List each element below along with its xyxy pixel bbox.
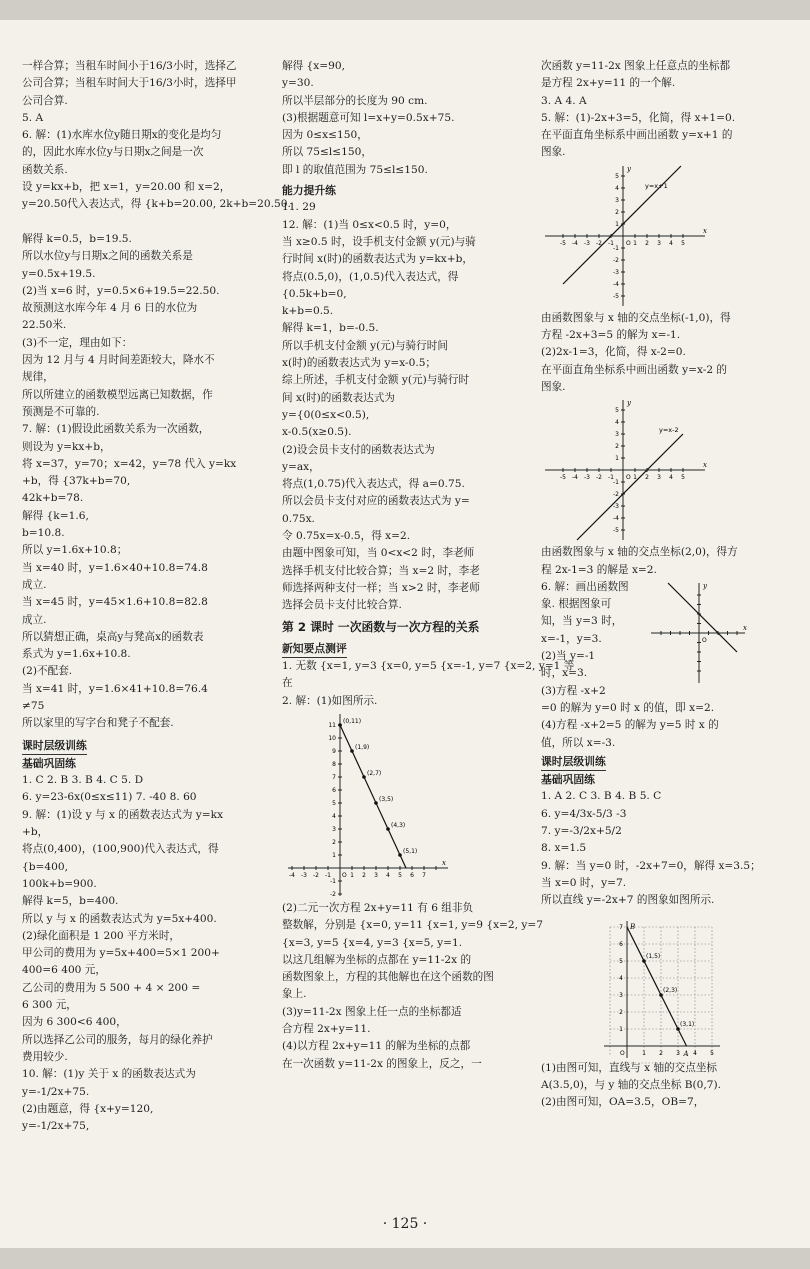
text-line: 以这几组解为坐标的点都在 y=11-2x 的 <box>282 953 472 966</box>
text-line: 0.75x. <box>282 512 315 525</box>
text-line: 解得 {k=1.6, <box>22 509 89 522</box>
text-line: x=-1，y=3. <box>541 632 602 645</box>
text-line: 成立. <box>22 578 47 591</box>
function-label: y=x+1 <box>645 181 668 190</box>
x-tick-label: 2 <box>659 1049 663 1057</box>
text-line: 所以家里的写字台和凳子不配套. <box>22 717 174 730</box>
text-line: (4)以方程 2x+y=11 的解为坐标的点都 <box>282 1040 471 1053</box>
figure-graph-y-x-plus-1 <box>541 162 787 310</box>
y-tick-label: 4 <box>615 184 619 192</box>
text-line: y=-1/2x+75, <box>22 1120 90 1133</box>
text-line: 规律， <box>22 371 54 384</box>
y-tick-label: 9 <box>332 747 336 755</box>
text-line: 行时间 x(时)的函数表达式为 y=kx+b， <box>282 253 474 266</box>
text-line: 7. 解：(1)假设此函数关系为一次函数， <box>22 423 210 436</box>
text-line: 整数解，分别是 {x=0, y=11 {x=1, y=9 {x=2, y=7 <box>282 919 543 932</box>
q6-block <box>541 579 787 753</box>
answers-block-12 <box>541 1060 787 1112</box>
text-line: 所以 75≤l≤150， <box>282 146 372 159</box>
y-tick-label: 5 <box>615 172 619 180</box>
text-line: 解得 k=5，b=400. <box>22 895 119 908</box>
text-line: 在一次函数 y=11-2x 的图象上，反之，一 <box>282 1057 482 1070</box>
origin-label: O <box>626 474 631 482</box>
text-line: 1. C 2. B 3. B 4. C 5. D <box>22 774 144 787</box>
y-tick-label: 5 <box>332 799 336 807</box>
text-line: y={0(0≤x<0.5), <box>282 408 370 421</box>
x-tick-label: -1 <box>608 474 614 482</box>
text-line: 在平面直角坐标系中画出函数 y=x-2 的 <box>541 363 728 376</box>
answers-block-11 <box>541 788 787 909</box>
section-heading-basic: 基础巩固练 <box>22 756 76 770</box>
text-line: ≠75 <box>22 699 45 712</box>
text-line: 将点(0,400)，(100,900)代入表达式，得 <box>22 843 219 856</box>
point-label: (3,5) <box>379 795 394 803</box>
y-tick-label: 5 <box>615 407 619 415</box>
section-heading-basic-2: 基础巩固练 <box>541 773 595 787</box>
y-tick-label: 3 <box>615 196 619 204</box>
text-line: (3)不一定，理由如下： <box>22 336 133 349</box>
text-line: 6. 解：(1)水库水位y随日期x的变化是均匀 <box>22 129 222 142</box>
x-axis-label: x <box>703 226 707 235</box>
x-tick-label: 1 <box>633 239 637 247</box>
text-line: 是方程 2x+y=11 的一个解. <box>541 77 676 90</box>
x-tick-label: -3 <box>584 474 590 482</box>
x-tick-label: 3 <box>374 871 378 879</box>
y-tick-label: -1 <box>613 244 619 252</box>
text-line: (2)不配套. <box>22 665 73 678</box>
x-tick-label: 4 <box>693 1049 697 1057</box>
text-line: 100k+b=900. <box>22 877 97 890</box>
text-line: (2)2x-1=3，化简，得 x-2=0. <box>541 346 686 359</box>
text-line: 将点(1,0.75)代入表达式，得 a=0.75. <box>282 478 465 491</box>
text-line: 12. 解：(1)当 0≤x<0.5 时，y=0， <box>282 218 457 231</box>
text-line: 在平面直角坐标系中画出函数 y=x+1 的 <box>541 129 733 142</box>
answers-block-3 <box>282 58 528 179</box>
x-tick-label: -1 <box>325 871 331 879</box>
text-line: 当 x=40 时，y=1.6×40+10.8=74.8 <box>22 561 208 574</box>
text-line: y=0.5x+19.5. <box>22 267 96 280</box>
x-axis-label: x <box>743 623 747 632</box>
text-line: 选择手机支付比较合算；当 x=2 时，李老 <box>282 564 480 577</box>
text-line: 预测是不可靠的. <box>22 405 100 418</box>
text-line: {b=400, <box>22 860 68 873</box>
y-tick-label: -4 <box>613 515 619 523</box>
page-number: · 125 · <box>382 1216 428 1232</box>
y-tick-label: -4 <box>613 280 619 288</box>
text-line: 6. 解：画出函数图 <box>541 580 629 593</box>
figure-graph-q9 <box>541 910 787 1060</box>
answers-block-8 <box>541 310 787 396</box>
y-tick-label: -1 <box>330 877 336 885</box>
text-line: (3)方程 -x+2 <box>541 684 606 697</box>
text-line: 由函数图象与 x 轴的交点坐标(2,0)，得方 <box>541 546 738 559</box>
text-line: (2)当 x=6 时，y=0.5×6+19.5=22.50. <box>22 284 220 297</box>
text-line: 师选择两种支付一样；当 x>2 时，李老师 <box>282 581 480 594</box>
text-line: 所以 y=1.6x+10.8； <box>22 544 128 557</box>
y-tick-label: -2 <box>613 491 619 499</box>
text-line: 解得 k=0.5，b=19.5. <box>22 232 132 245</box>
function-line <box>340 725 406 868</box>
point-label: (1,9) <box>355 743 370 751</box>
figure-graph-y-x-minus-2 <box>541 396 787 544</box>
text-line: 由题中图象可知，当 0<x<2 时，李老师 <box>282 547 475 560</box>
text-line: 所以半层部分的长度为 90 cm. <box>282 94 428 107</box>
x-tick-label: -2 <box>596 474 602 482</box>
text-line <box>22 214 268 231</box>
y-tick-label: 2 <box>615 208 619 216</box>
x-tick-label: 4 <box>386 871 390 879</box>
text-line: 设 y=kx+b，把 x=1，y=20.00 和 x=2， <box>22 181 231 194</box>
x-tick-label: 1 <box>350 871 354 879</box>
text-line: (2)设会员卡支付的函数表达式为 <box>282 443 435 456</box>
text-line: 8. x=1.5 <box>541 842 587 855</box>
text-line: 知，当 y=3 时， <box>541 615 623 628</box>
scan-top-edge <box>0 0 810 20</box>
data-point <box>338 723 342 727</box>
y-tick-label: 2 <box>619 1008 623 1016</box>
x-tick-label: 5 <box>681 239 685 247</box>
x-tick-label: 5 <box>398 871 402 879</box>
y-tick-label: 4 <box>332 812 336 820</box>
x-tick-label: 5 <box>681 474 685 482</box>
text-line: x(时)的函数表达式为 y=x-0.5； <box>282 357 437 370</box>
text-line: 解得 k=1，b=-0.5. <box>282 322 379 335</box>
x-tick-label: -3 <box>584 239 590 247</box>
x-tick-label: -4 <box>572 474 578 482</box>
text-line: k+b=0.5. <box>282 305 334 318</box>
column-right <box>541 58 787 1111</box>
text-line: 即 l 的取值范围为 75≤l≤150. <box>282 163 428 176</box>
text-line: 所以手机支付金额 y(元)与骑行时间 <box>282 339 448 352</box>
text-line: 将 x=37，y=70；x=42，y=78 代入 y=kx <box>22 457 237 470</box>
text-line: y=ax， <box>282 460 320 473</box>
answers-block-7 <box>541 58 787 162</box>
text-line: (1)由图可知，直线与 x 轴的交点坐标 <box>541 1061 718 1074</box>
text-line: 6. y=23-6x(0≤x≤11) 7. -40 8. 60 <box>22 791 197 804</box>
y-tick-label: -2 <box>330 890 336 898</box>
point-label: (1,5) <box>646 952 661 960</box>
y-tick-label: 1 <box>332 851 336 859</box>
text-line: 选择会员卡支付比较合算. <box>282 599 402 612</box>
answers-block-2 <box>22 772 268 1135</box>
text-line: 甲公司的费用为 y=5x+400=5×1 200+ <box>22 947 220 960</box>
text-line: 图象. <box>541 146 566 159</box>
text-line: 9. 解：当 y=0 时，-2x+7=0，解得 x=3.5； <box>541 859 761 872</box>
origin-label: O <box>342 871 347 879</box>
text-line: 当 x≥0.5 时，设手机支付金额 y(元)与骑 <box>282 235 476 248</box>
function-line <box>577 434 683 540</box>
text-line: (3)根据题意可知 l=x+y=0.5x+75. <box>282 111 455 124</box>
text-line: 6 300 元， <box>22 999 77 1012</box>
text-line: 成立. <box>22 613 47 626</box>
text-line: 一样合算；当租车时间小于16/3小时，选择乙 <box>22 60 237 72</box>
text-line: (2)由题意，得 {x+y=120, <box>22 1102 154 1115</box>
text-line: y=20.50代入表达式，得 {k+b=20.00, 2k+b=20.50. <box>22 198 291 211</box>
data-point <box>398 853 402 857</box>
text-line: 综上所述，手机支付金额 y(元)与骑行时 <box>282 374 470 387</box>
y-tick-label: 6 <box>332 786 336 794</box>
y-tick-label: 11 <box>328 721 336 729</box>
scan-bottom-edge <box>0 1248 810 1269</box>
x-tick-label: 2 <box>645 474 649 482</box>
x-tick-label: 2 <box>362 871 366 879</box>
text-line: 时，x=3. <box>541 667 588 680</box>
text-line: 1. 无数 {x=1, y=3 {x=0, y=5 {x=-1, y=7 {x=2, y=1 等 <box>282 660 575 673</box>
text-line: 当 x=41 时，y=1.6×41+10.8=76.4 <box>22 682 208 695</box>
text-line: 方程 -2x+3=5 的解为 x=-1. <box>541 329 681 342</box>
y-tick-label: -5 <box>613 292 619 300</box>
text-line: 将点(0.5,0)，(1,0.5)代入表达式，得 <box>282 270 459 283</box>
text-line: 6. y=4/3x-5/3 -3 <box>541 807 627 820</box>
y-axis-label: y <box>703 581 707 590</box>
x-tick-label: -3 <box>301 871 307 879</box>
y-tick-label: 3 <box>332 825 336 833</box>
figure-line-graph-main <box>282 710 528 900</box>
text-line: 当 x=45 时，y=45×1.6+10.8=82.8 <box>22 596 208 609</box>
text-line: 5. 解：(1)-2x+3=5，化简，得 x+1=0. <box>541 111 736 124</box>
text-line: (2)当 y=-1 <box>541 650 596 663</box>
text-line: {x=3, y=5 {x=4, y=3 {x=5, y=1. <box>282 936 463 949</box>
y-tick-label: 4 <box>615 419 619 427</box>
origin-label: O <box>702 636 707 644</box>
x-tick-label: 4 <box>669 474 673 482</box>
x-tick-label: 3 <box>657 474 661 482</box>
y-tick-label: 5 <box>619 957 623 965</box>
point-label: (5,1) <box>403 847 418 855</box>
text-line: 7. y=-3/2x+5/2 <box>541 825 622 838</box>
x-tick-label: 2 <box>645 239 649 247</box>
y-tick-label: 3 <box>619 991 623 999</box>
text-line: {0.5k+b=0, <box>282 287 347 300</box>
answers-block-9 <box>541 544 787 579</box>
x-tick-label: -4 <box>289 871 295 879</box>
text-line: x-0.5(x≥0.5). <box>282 426 352 439</box>
y-tick-label: -3 <box>613 503 619 511</box>
section-heading-practice-2: 课时层级训练 <box>541 753 787 771</box>
text-line: 合方程 2x+y=11. <box>282 1023 371 1036</box>
y-tick-label: 1 <box>619 1025 623 1033</box>
text-line: b=10.8. <box>22 527 65 540</box>
data-point <box>386 827 390 831</box>
point-B-label: B <box>630 922 636 931</box>
x-tick-label: 5 <box>710 1049 714 1057</box>
text-line: 函数图象上，方程的其他解也在这个函数的图 <box>282 971 494 984</box>
text-line: 所以选择乙公司的服务，每月的绿化养护 <box>22 1033 213 1046</box>
text-line: 22.50米. <box>22 319 67 332</box>
text-line: 象. 根据图象可 <box>541 598 612 611</box>
data-point <box>362 775 366 779</box>
y-tick-label: 7 <box>619 923 623 931</box>
text-line: 当 x=0 时，y=7. <box>541 876 627 889</box>
function-label: y=x-2 <box>659 426 679 435</box>
text-line: 11. 29 <box>282 201 316 214</box>
text-line: 所以所建立的函数模型远离已知数据，作 <box>22 388 213 401</box>
text-line: 公司合算；当租车时间大于16/3小时，选择甲 <box>22 77 237 90</box>
x-tick-label: 3 <box>676 1049 680 1057</box>
text-line: 所以猜想正确，桌高y与凳高x的函数表 <box>22 630 204 643</box>
answers-block-6 <box>282 900 543 1073</box>
text-line: (3)y=11-2x 图象上任一点的坐标都适 <box>282 1005 462 1018</box>
text-line: 因为 6 300<6 400， <box>22 1016 127 1029</box>
text-line: 间 x(时)的函数表达式为 <box>282 391 395 404</box>
point-label: (2,7) <box>367 769 382 777</box>
text-line: y=-1/2x+75. <box>22 1085 90 1098</box>
section-heading-practice: 课时层级训练 <box>22 737 268 755</box>
lesson-title: 第 2 课时 一次函数与一次方程的关系 <box>282 619 480 634</box>
text-line: +b，得 {37k+b=70, <box>22 475 131 488</box>
y-tick-label: 3 <box>615 431 619 439</box>
text-line: 象上. <box>282 988 307 1001</box>
text-line: 因为 0≤x≤150， <box>282 129 368 142</box>
x-tick-label: 1 <box>633 474 637 482</box>
y-tick-label: 6 <box>619 940 623 948</box>
y-tick-label: -2 <box>613 256 619 264</box>
data-point <box>350 749 354 753</box>
y-axis-label: y <box>627 399 631 408</box>
text-line: 图象. <box>541 380 566 393</box>
origin-label: O <box>620 1049 625 1057</box>
text-line: 值，所以 x=-3. <box>541 736 616 749</box>
text-line: 所以会员卡支付对应的函数表达式为 y= <box>282 495 470 508</box>
text-line: (2)绿化面积是 1 200 平方米时， <box>22 929 181 942</box>
text-line: 400=6 400 元， <box>22 964 106 977</box>
text-line: 系式为 y=1.6x+10.8. <box>22 648 131 661</box>
y-tick-label: 4 <box>619 974 623 982</box>
text-line: y=30. <box>282 77 314 90</box>
x-tick-label: 1 <box>642 1049 646 1057</box>
x-tick-label: -5 <box>560 239 566 247</box>
answers-block-4 <box>282 199 528 614</box>
text-line: 则设为 y=kx+b， <box>22 440 111 453</box>
text-line: 令 0.75x=x-0.5，得 x=2. <box>282 530 411 543</box>
text-line: 5. A <box>22 111 44 124</box>
origin-label: O <box>626 239 631 247</box>
text-line: 所以直线 y=-2x+7 的图象如图所示. <box>541 894 715 907</box>
x-tick-label: 4 <box>669 239 673 247</box>
text-line: =0 的解为 y=0 时 x 的值，即 x=2. <box>541 701 715 714</box>
x-axis-label: x <box>703 461 707 470</box>
y-tick-label: -5 <box>613 527 619 535</box>
point-label: (0,11) <box>343 717 362 725</box>
y-tick-label: 7 <box>332 773 336 781</box>
text-line: 所以水位y与日期x之间的函数关系是 <box>22 250 193 263</box>
text-line: 42k+b=78. <box>22 492 84 505</box>
point-label: (3,1) <box>680 1020 695 1028</box>
text-line: 公司合算. <box>22 94 68 107</box>
text-line: 次函数 y=11-2x 图象上任意点的坐标都 <box>541 60 731 72</box>
text-line: 故预测这水库今年 4 月 6 日的水位为 <box>22 302 198 315</box>
x-tick-label: -2 <box>313 871 319 879</box>
text-line: A(3.5,0)，与 y 轴的交点坐标 B(0,7). <box>541 1078 721 1091</box>
text-line: 由函数图象与 x 轴的交点坐标(-1,0)，得 <box>541 311 731 324</box>
text-line: (2)二元一次方程 2x+y=11 有 6 组非负 <box>282 901 474 914</box>
y-tick-label: 10 <box>328 734 336 742</box>
x-tick-label: -5 <box>560 474 566 482</box>
section-heading-ability: 能力提升练 <box>282 184 336 198</box>
text-line: 在 <box>282 677 293 690</box>
y-tick-label: -1 <box>613 479 619 487</box>
y-tick-label: 8 <box>332 760 336 768</box>
x-tick-label: -1 <box>608 239 614 247</box>
y-tick-label: 2 <box>332 838 336 846</box>
x-axis-label: x <box>442 858 446 867</box>
point-label: (4,3) <box>391 821 406 829</box>
text-line: 3. A 4. A <box>541 94 587 107</box>
text-line: 2. 解：(1)如图所示. <box>282 694 378 707</box>
x-tick-label: 7 <box>422 871 426 879</box>
text-line: (2)由图可知，OA=3.5，OB=7， <box>541 1096 705 1109</box>
y-tick-label: 1 <box>615 455 619 463</box>
text-line: 因为 12 月与 4 月时间差距较大，降水不 <box>22 354 215 367</box>
text-line: 的，因此水库水位y与日期x之间是一次 <box>22 146 204 159</box>
text-line: (4)方程 -x+2=5 的解为 y=5 时 x 的 <box>541 719 719 732</box>
y-tick-label: -3 <box>613 268 619 276</box>
text-line: 乙公司的费用为 5 500 + 4 × 200 = <box>22 981 201 994</box>
x-tick-label: -4 <box>572 239 578 247</box>
x-tick-label: 3 <box>657 239 661 247</box>
point-label: (2,3) <box>663 986 678 994</box>
text-line: 程 2x-1=3 的解是 x=2. <box>541 563 657 576</box>
text-line: 所以 y 与 x 的函数表达式为 y=5x+400. <box>22 912 217 925</box>
x-tick-label: 6 <box>410 871 414 879</box>
text-line: 费用较少. <box>22 1050 68 1063</box>
text-line: 1. A 2. C 3. B 4. B 5. C <box>541 790 662 803</box>
text-line: 解得 {x=90, <box>282 60 345 72</box>
x-tick-label: -2 <box>596 239 602 247</box>
text-line: +b， <box>22 826 49 839</box>
text-line: 10. 解：(1)y 关于 x 的函数表达式为 <box>22 1068 196 1081</box>
figure-graph-q6 <box>647 579 751 693</box>
point-A-label: A <box>683 1049 689 1058</box>
y-axis-label: y <box>627 164 631 173</box>
column-left <box>22 58 291 1135</box>
answers-block-1 <box>22 58 291 733</box>
y-tick-label: 1 <box>615 220 619 228</box>
text-line: 函数关系. <box>22 163 68 176</box>
data-point <box>374 801 378 805</box>
text-line: 9. 解：(1)设 y 与 x 的函数表达式为 y=kx <box>22 808 224 821</box>
section-heading-new: 新知要点测评 <box>282 640 528 658</box>
y-tick-label: 2 <box>615 443 619 451</box>
